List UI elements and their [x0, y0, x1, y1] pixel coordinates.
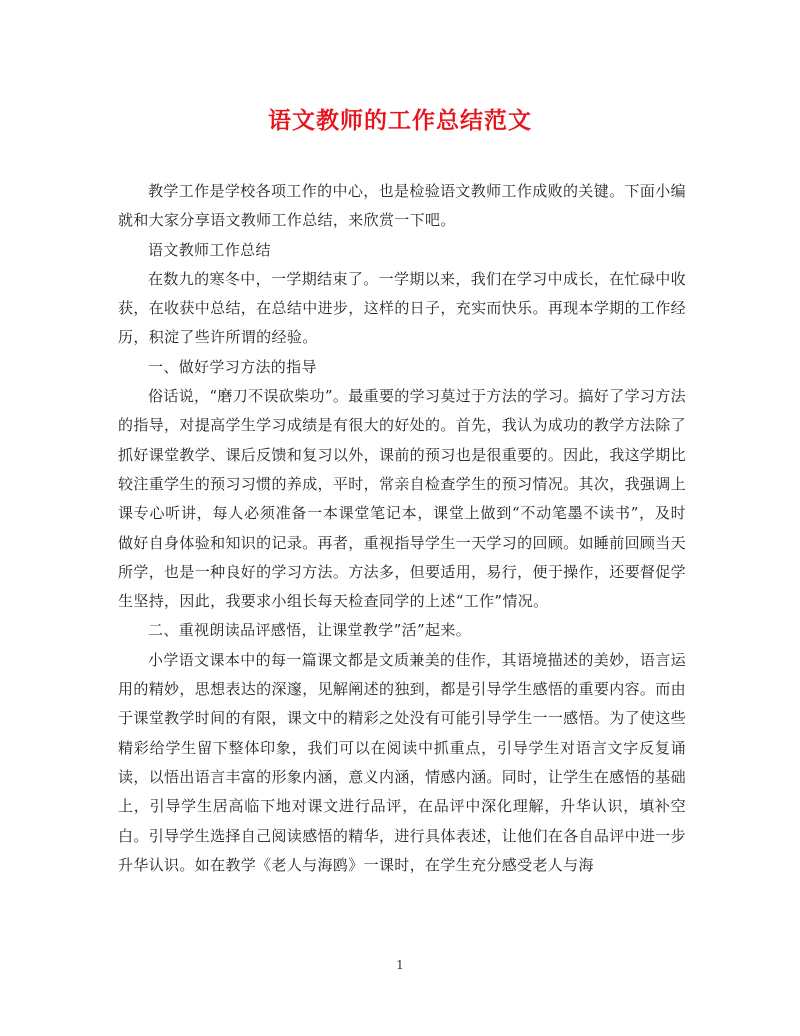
document-body: [118, 177, 686, 880]
paragraph-opening: 在数九的寒冬中，一学期结束了。一学期以来，我们在学习中成长，在忙碌中收获，在收获中总结，在总结中进步，这样的日子，充实而快乐。再现本学期的工作经历，积淀了些许所谓的经验。: [118, 269, 686, 347]
paragraph-heading: 语文教师工作总结: [148, 240, 271, 259]
paragraph-section-1: 俗话说，“磨刀不误砍柴功”。最重要的学习莫过于方法的学习。搞好了学习方法的指导，对提高学生学习成绩是有很大的好处的。首先，我认为成功的教学方法除了抓好课堂教学、课后反馈和复习以外，课前的预习也是很重要的。因此，我这学期比较注重学生的预习习惯的养成，平时，常亲自检查学生的预习情况。其次，我强调上课专心听讲，每人必须准备一本课堂笔记本，课堂上做到“不动笔墨不读书”，及时做好自身体验和知识的记录。再者，重视指导学生一天学习的回顾。如睡前回顾当天所学，也是一种良好的学习方法。方法多，但要适用，易行，便于操作，还要督促学生坚持，因此，我要求小组长每天检查同学的上述“工作”情况。: [118, 387, 686, 611]
page-number: 1: [396, 958, 404, 972]
document-title: 语文教师的工作总结范文: [268, 107, 532, 134]
section-heading-1: 一、做好学习方法的指导: [148, 357, 317, 376]
section-heading-2: 二、重视朗读品评感悟，让课堂教学”活”起来。: [148, 621, 472, 640]
paragraph-section-2: 小学语文课本中的每一篇课文都是文质兼美的佳作，其语境描述的美妙，语言运用的精妙，思想表达的深邃，见解阐述的独到，都是引导学生感悟的重要内容。而由于课堂教学时间的有限，课文中的精彩之处没有可能引导学生一一感悟。为了使这些精彩给学生留下整体印象，我们可以在阅读中抓重点，引导学生对语言文字反复诵读，以悟出语言丰富的形象内涵，意义内涵，情感内涵。同时，让学生在感悟的基础上，引导学生居高临下地对课文进行品评，在品评中深化理解，升华认识，填补空白。引导学生选择自己阅读感悟的精华，进行具体表述，让他们在各自品评中进一步升华认识。如在教学《老人与海鸥》一课时，在学生充分感受老人与海: [118, 650, 686, 874]
paragraph-intro: 教学工作是学校各项工作的中心，也是检验语文教师工作成败的关键。下面小编就和大家分享语文教师工作总结，来欣赏一下吧。: [118, 182, 686, 230]
